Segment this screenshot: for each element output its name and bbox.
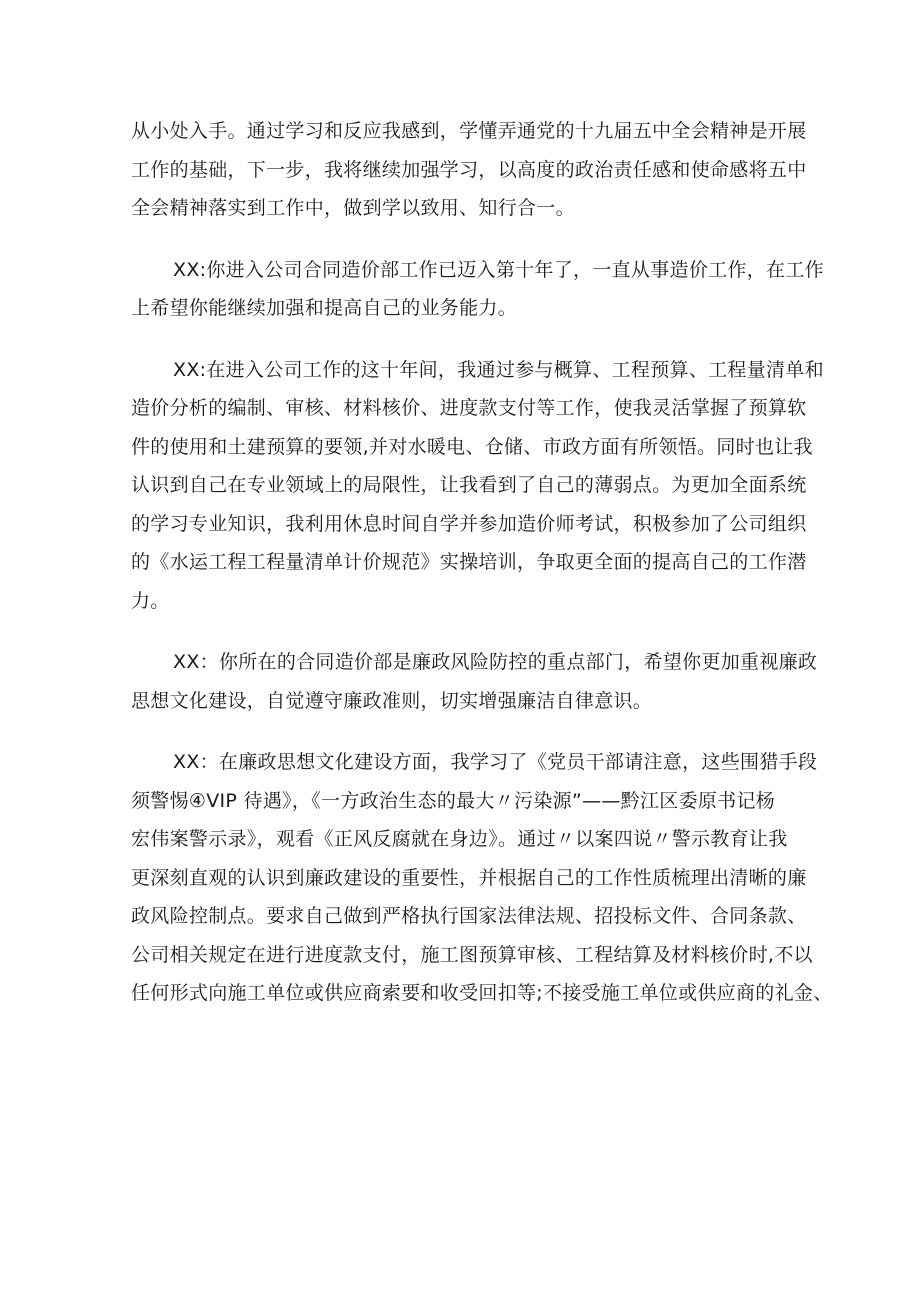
paragraph-line: 件的使用和土建预算的要领,并对水暖电、仓储、市政方面有所领悟。同时也让我 [131,435,813,458]
paragraph-line: 任何形式向施工单位或供应商索要和收受回扣等;不接受施工单位或供应商的礼金、 [131,982,833,1004]
paragraph-line: 须警惕④VIP 待遇》，《一方政治生态的最大〃污染源”——黔江区委原书记杨 [131,789,776,812]
paragraph-line: 宏伟案警示录》，观看《正风反腐就在身边》。通过〃以案四说〃警示教育让我 [131,828,788,850]
paragraph-line: 的《水运工程工程量清单计价规范》实操培训，争取更全面的提高自己的工作潜 [131,551,807,573]
paragraph-line: 上希望你能继续加强和提高自己的业务能力。 [131,297,518,319]
paragraph-line: 的学习专业知识，我利用休息时间自学并参加造价师考试，积极参加了公司组织 [131,512,807,535]
paragraph-line: 力。 [131,589,170,612]
paragraph-line: XX:在进入公司工作的这十年间，我通过参与概算、工程预算、工程量清单和 [173,358,824,381]
paragraph-4 [131,643,818,720]
paragraph-line: 思想文化建设，自觉遵守廉政准则，切实增强廉洁自律意识。 [131,689,653,712]
document-body [131,112,833,1036]
paragraph-5 [131,743,833,1013]
paragraph-line: 政风险控制点。要求自己做到严格执行国家法律法规、招投标文件、合同条款、 [131,905,807,927]
paragraph-3 [131,351,824,621]
paragraph-line: 从小处入手。通过学习和反应我感到，学懂弄通党的十九届五中全会精神是开展 [131,120,807,142]
paragraph-line: 公司相关规定在进行进度款支付，施工图预算审核、工程结算及材料核价时,不以 [131,943,813,966]
paragraph-line: XX：在廉政思想文化建设方面，我学习了《党员干部请注意，这些围猎手段 [173,751,818,773]
paragraph-line: 工作的基础，下一步，我将继续加强学习，以高度的政治责任感和使命感将五中 [131,158,807,181]
paragraph-line: 认识到自己在专业领域上的局限性，让我看到了自己的薄弱点。为更加全面系统 [131,474,807,496]
paragraph-line: 造价分析的编制、审核、材料核价、进度款支付等工作，使我灵活掌握了预算软 [131,397,807,419]
paragraph-line: 全会精神落实到工作中，做到学以致用、知行合一。 [131,197,575,219]
paragraph-2 [131,251,824,328]
paragraph-line: XX:你进入公司合同造价部工作已迈入第十年了，一直从事造价工作，在工作 [173,258,824,281]
paragraph-1 [131,112,807,228]
paragraph-line: 更深刻直观的认识到廉政建设的重要性，并根据自己的工作性质梳理出清晰的廉 [131,866,807,889]
paragraph-line: XX：你所在的合同造价部是廉政风险防控的重点部门，希望你更加重视廉政 [173,651,818,673]
